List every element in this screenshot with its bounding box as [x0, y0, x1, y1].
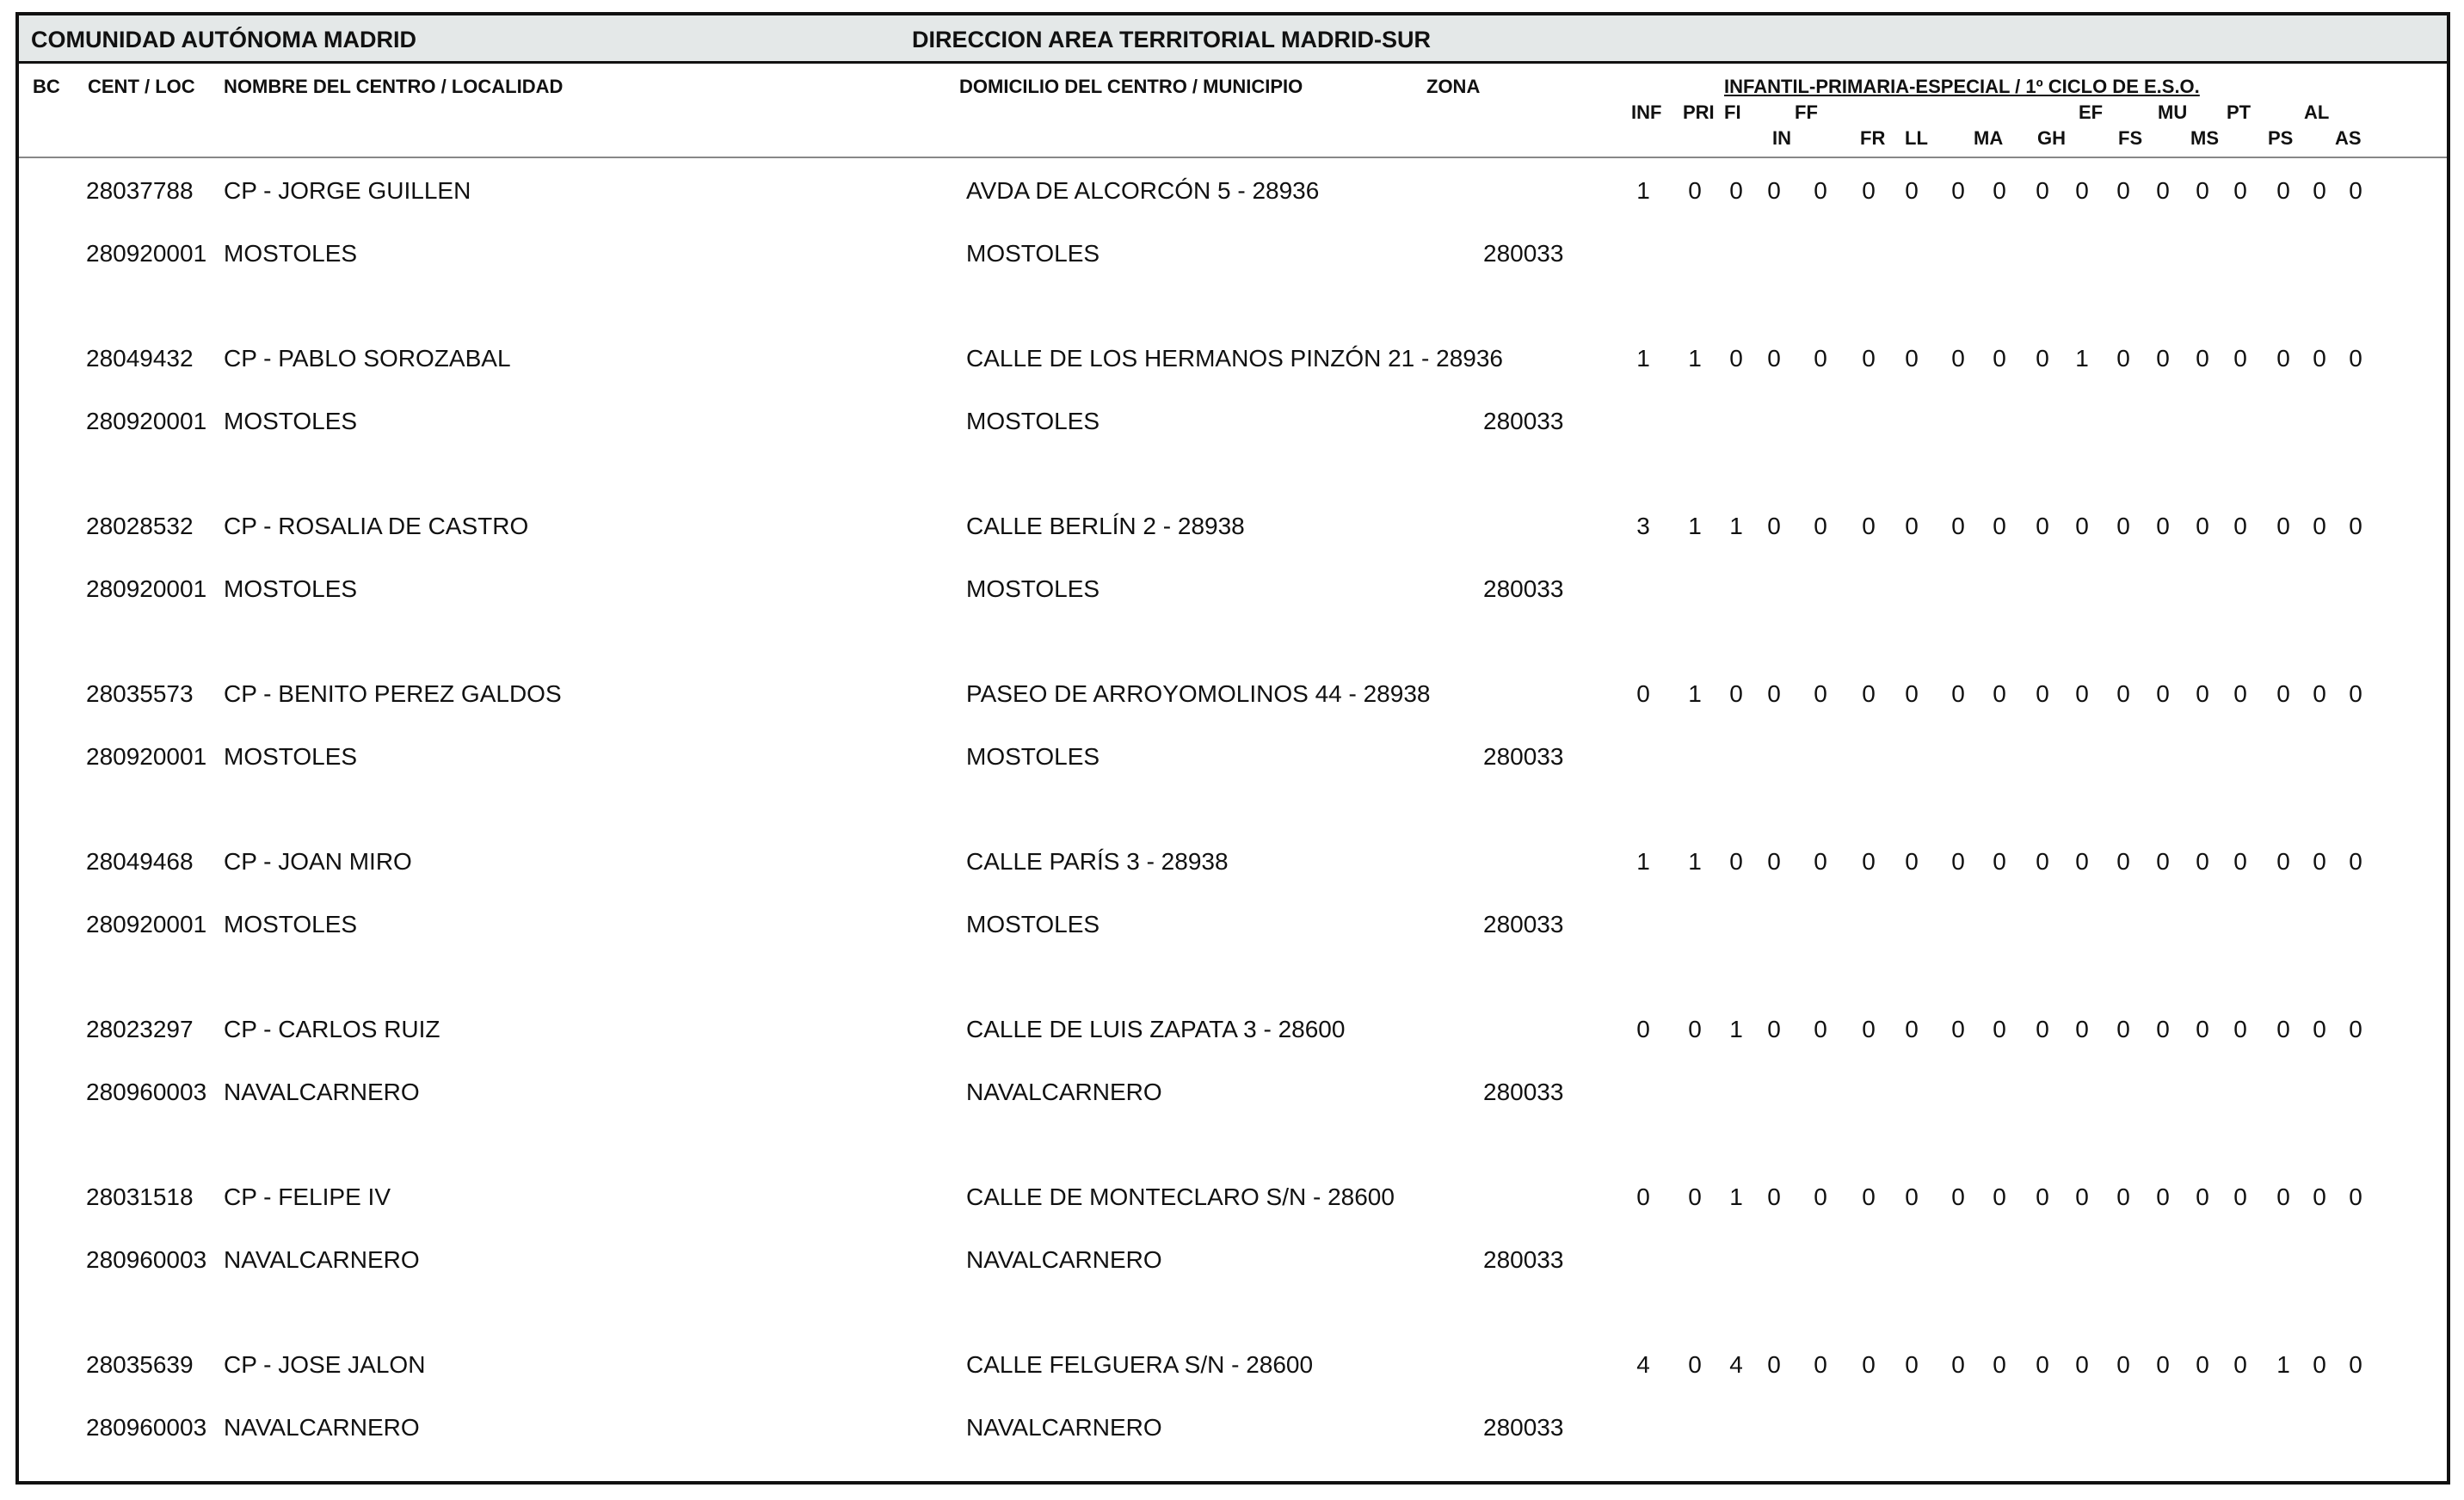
staff-count: 0 — [1905, 513, 1919, 539]
staff-count: 0 — [1993, 848, 2006, 875]
center-name: CP - CARLOS RUIZ — [224, 1016, 440, 1042]
staff-count: 0 — [1905, 177, 1919, 204]
staff-count: 0 — [2156, 513, 2170, 539]
staff-count: 0 — [2156, 680, 2170, 707]
staff-count: 0 — [1993, 177, 2006, 204]
staff-count: 0 — [2156, 848, 2170, 875]
locality-code: 280960003 — [86, 1414, 207, 1441]
center-address: CALLE DE MONTECLARO S/N - 28600 — [966, 1183, 1395, 1210]
center-address: CALLE PARÍS 3 - 28938 — [966, 848, 1229, 875]
municipality-name: NAVALCARNERO — [966, 1414, 1162, 1441]
staff-count: 0 — [1814, 1183, 1827, 1210]
center-address: CALLE BERLÍN 2 - 28938 — [966, 513, 1245, 539]
col-zona: ZONA — [1426, 76, 1481, 97]
staff-count: 0 — [2196, 345, 2209, 372]
staff-count: 0 — [2036, 848, 2049, 875]
staff-count: 0 — [1905, 1183, 1919, 1210]
staff-count: 0 — [1862, 177, 1876, 204]
staff-count: 0 — [2349, 1183, 2362, 1210]
staff-count: 0 — [2116, 848, 2130, 875]
staff-count: 0 — [1688, 1351, 1702, 1378]
locality-name: MOSTOLES — [224, 911, 358, 938]
staff-count: 0 — [2349, 1351, 2362, 1378]
locality-code: 280920001 — [86, 575, 207, 602]
staff-count: 0 — [1951, 1183, 1965, 1210]
staff-count: 0 — [2036, 177, 2049, 204]
staff-count: 0 — [1767, 345, 1781, 372]
staff-count: 0 — [2075, 848, 2089, 875]
report-title-bar — [19, 15, 2447, 64]
locality-code: 280920001 — [86, 911, 207, 938]
staff-count: 1 — [1688, 848, 1702, 875]
center-code: 28037788 — [86, 177, 194, 204]
staff-count: 0 — [1993, 513, 2006, 539]
staff-count: 1 — [1688, 513, 1702, 539]
staff-count: 0 — [1729, 680, 1743, 707]
municipality-name: NAVALCARNERO — [966, 1079, 1162, 1105]
staff-count: 1 — [1729, 1016, 1743, 1042]
zona-code: 280033 — [1483, 240, 1564, 267]
staff-count: 0 — [1767, 1183, 1781, 1210]
subcol-bottom-2: LL — [1905, 127, 1928, 149]
municipality-name: NAVALCARNERO — [966, 1246, 1162, 1273]
locality-name: MOSTOLES — [224, 743, 358, 770]
staff-count: 0 — [2276, 513, 2290, 539]
staff-count: 1 — [1636, 345, 1650, 372]
municipality-name: MOSTOLES — [966, 240, 1100, 267]
subcol-bottom-7: PS — [2268, 127, 2294, 149]
staff-count: 0 — [2156, 345, 2170, 372]
staff-count: 1 — [1636, 177, 1650, 204]
center-address: AVDA DE ALCORCÓN 5 - 28936 — [966, 177, 1320, 204]
zona-code: 280033 — [1483, 408, 1564, 434]
staff-count: 0 — [1905, 345, 1919, 372]
staff-count: 0 — [1951, 513, 1965, 539]
staff-count: 0 — [1951, 1351, 1965, 1378]
locality-code: 280920001 — [86, 408, 207, 434]
staff-count: 0 — [1862, 680, 1876, 707]
subcol-bottom-3: MA — [1974, 127, 2004, 149]
staff-count: 0 — [1862, 1351, 1876, 1378]
staff-count: 0 — [2349, 1016, 2362, 1042]
staff-count: 0 — [2116, 680, 2130, 707]
staff-count: 1 — [1729, 1183, 1743, 1210]
center-name: CP - FELIPE IV — [224, 1183, 391, 1210]
staff-count: 0 — [1814, 177, 1827, 204]
staff-count: 0 — [2196, 1016, 2209, 1042]
staff-count: 0 — [2313, 680, 2326, 707]
staff-count: 0 — [1729, 177, 1743, 204]
subcol-top-4: EF — [2079, 101, 2104, 123]
col-group-title: INFANTIL-PRIMARIA-ESPECIAL / 1º CICLO DE E.S.O. — [1724, 76, 2200, 97]
staff-count: 0 — [2196, 1351, 2209, 1378]
center-name: CP - JOSE JALON — [224, 1351, 426, 1378]
header-divider — [19, 157, 2447, 158]
zona-code: 280033 — [1483, 1414, 1564, 1441]
staff-count: 0 — [2313, 848, 2326, 875]
staff-count: 0 — [2276, 1183, 2290, 1210]
staff-count: 0 — [1688, 1183, 1702, 1210]
subcol-bottom-8: AS — [2335, 127, 2362, 149]
staff-count: 0 — [1814, 513, 1827, 539]
locality-name: MOSTOLES — [224, 575, 358, 602]
zona-code: 280033 — [1483, 1246, 1564, 1273]
staff-count: 1 — [2276, 1351, 2290, 1378]
col-cent-loc: CENT / LOC — [88, 76, 195, 97]
center-code: 28028532 — [86, 513, 194, 539]
staff-count: 0 — [1862, 1016, 1876, 1042]
staff-count: 4 — [1729, 1351, 1743, 1378]
subcol-bottom-6: MS — [2190, 127, 2219, 149]
municipality-name: MOSTOLES — [966, 743, 1100, 770]
staff-count: 0 — [2116, 1351, 2130, 1378]
staff-count: 0 — [1862, 1183, 1876, 1210]
staff-count: 1 — [1688, 680, 1702, 707]
staff-count: 0 — [2156, 177, 2170, 204]
staff-count: 0 — [1905, 680, 1919, 707]
subcol-top-3: FF — [1795, 101, 1818, 123]
staff-count: 0 — [2313, 1351, 2326, 1378]
subcol-top-5: MU — [2158, 101, 2188, 123]
center-address: CALLE DE LUIS ZAPATA 3 - 28600 — [966, 1016, 1346, 1042]
staff-count: 0 — [2075, 1183, 2089, 1210]
staff-count: 0 — [2196, 680, 2209, 707]
staff-count: 0 — [2075, 680, 2089, 707]
staff-count: 0 — [2233, 1016, 2247, 1042]
staff-count: 0 — [1814, 345, 1827, 372]
staff-count: 0 — [1767, 848, 1781, 875]
staff-count: 1 — [1636, 848, 1650, 875]
center-name: CP - PABLO SOROZABAL — [224, 345, 511, 372]
locality-code: 280920001 — [86, 240, 207, 267]
center-name: CP - JOAN MIRO — [224, 848, 412, 875]
staff-count: 0 — [2276, 177, 2290, 204]
staff-count: 0 — [2276, 848, 2290, 875]
subcol-top-0: INF — [1631, 101, 1662, 123]
center-name: CP - BENITO PEREZ GALDOS — [224, 680, 562, 707]
staff-count: 0 — [2233, 513, 2247, 539]
staff-count: 0 — [2075, 177, 2089, 204]
staff-count: 0 — [2196, 513, 2209, 539]
staff-count: 0 — [1905, 1016, 1919, 1042]
center-code: 28035573 — [86, 680, 194, 707]
staff-count: 0 — [2156, 1183, 2170, 1210]
staff-count: 0 — [1814, 848, 1827, 875]
staff-count: 0 — [2233, 680, 2247, 707]
staff-count: 0 — [1688, 1016, 1702, 1042]
staff-count: 0 — [1951, 680, 1965, 707]
staff-count: 0 — [1951, 345, 1965, 372]
staff-count: 0 — [2313, 1016, 2326, 1042]
subcol-top-6: PT — [2227, 101, 2251, 123]
center-code: 28023297 — [86, 1016, 194, 1042]
staff-count: 0 — [2116, 513, 2130, 539]
municipality-name: MOSTOLES — [966, 408, 1100, 434]
subcol-top-2: FI — [1724, 101, 1741, 123]
staff-count: 0 — [2233, 1183, 2247, 1210]
staff-count: 0 — [2313, 513, 2326, 539]
col-domicilio: DOMICILIO DEL CENTRO / MUNICIPIO — [959, 76, 1303, 97]
staff-count: 0 — [1767, 513, 1781, 539]
zona-code: 280033 — [1483, 1079, 1564, 1105]
staff-count: 0 — [2116, 345, 2130, 372]
zona-code: 280033 — [1483, 743, 1564, 770]
staff-count: 0 — [1862, 848, 1876, 875]
staff-count: 0 — [2276, 680, 2290, 707]
staff-count: 0 — [2036, 1351, 2049, 1378]
staff-count: 0 — [2349, 680, 2362, 707]
region-title: COMUNIDAD AUTÓNOMA MADRID — [31, 27, 416, 52]
staff-count: 0 — [2075, 1016, 2089, 1042]
staff-count: 0 — [2313, 177, 2326, 204]
staff-count: 0 — [1688, 177, 1702, 204]
staff-count: 0 — [1814, 1351, 1827, 1378]
staff-count: 3 — [1636, 513, 1650, 539]
staff-count: 0 — [2349, 177, 2362, 204]
subcol-bottom-5: FS — [2118, 127, 2143, 149]
staff-count: 0 — [2196, 1183, 2209, 1210]
staff-count: 0 — [1951, 177, 1965, 204]
locality-name: NAVALCARNERO — [224, 1414, 420, 1441]
staff-count: 0 — [1729, 345, 1743, 372]
staff-count: 0 — [2233, 177, 2247, 204]
staff-count: 0 — [2349, 848, 2362, 875]
zona-code: 280033 — [1483, 575, 1564, 602]
center-address: PASEO DE ARROYOMOLINOS 44 - 28938 — [966, 680, 1431, 707]
locality-code: 280960003 — [86, 1246, 207, 1273]
report-frame — [15, 12, 2450, 1485]
staff-count: 0 — [2116, 1183, 2130, 1210]
staff-count: 0 — [2156, 1016, 2170, 1042]
staff-count: 0 — [2036, 345, 2049, 372]
directorate-title: DIRECCION AREA TERRITORIAL MADRID-SUR — [912, 27, 1432, 52]
locality-name: MOSTOLES — [224, 240, 358, 267]
staff-count: 0 — [1767, 1351, 1781, 1378]
subcol-bottom-0: IN — [1772, 127, 1791, 149]
staff-count: 0 — [1636, 1016, 1650, 1042]
staff-count: 0 — [2196, 848, 2209, 875]
staff-count: 0 — [1905, 1351, 1919, 1378]
staff-count: 0 — [2116, 177, 2130, 204]
staff-count: 0 — [1993, 1351, 2006, 1378]
staff-count: 0 — [1636, 680, 1650, 707]
staff-count: 0 — [2233, 1351, 2247, 1378]
staff-count: 0 — [1767, 177, 1781, 204]
locality-code: 280960003 — [86, 1079, 207, 1105]
center-name: CP - JORGE GUILLEN — [224, 177, 471, 204]
staff-count: 0 — [2233, 848, 2247, 875]
staff-count: 0 — [1729, 848, 1743, 875]
col-bc: BC — [33, 76, 60, 97]
center-code: 28035639 — [86, 1351, 194, 1378]
staff-count: 0 — [1993, 345, 2006, 372]
subcol-bottom-4: GH — [2037, 127, 2066, 149]
staff-count: 0 — [1862, 345, 1876, 372]
staff-count: 0 — [2036, 680, 2049, 707]
center-code: 28049468 — [86, 848, 194, 875]
staff-count: 0 — [1993, 1016, 2006, 1042]
staff-count: 0 — [1767, 680, 1781, 707]
locality-code: 280920001 — [86, 743, 207, 770]
staff-count: 0 — [1951, 848, 1965, 875]
staff-count: 0 — [2349, 345, 2362, 372]
staff-count: 1 — [2075, 345, 2089, 372]
staff-count: 0 — [1767, 1016, 1781, 1042]
staff-count: 0 — [2196, 177, 2209, 204]
staff-count: 0 — [2276, 1016, 2290, 1042]
subcol-bottom-1: FR — [1860, 127, 1886, 149]
staff-count: 0 — [2233, 345, 2247, 372]
staff-count: 0 — [1814, 1016, 1827, 1042]
staff-count: 0 — [1993, 1183, 2006, 1210]
staff-count: 0 — [2276, 345, 2290, 372]
locality-name: NAVALCARNERO — [224, 1079, 420, 1105]
locality-name: NAVALCARNERO — [224, 1246, 420, 1273]
staff-count: 0 — [2156, 1351, 2170, 1378]
staff-count: 0 — [1814, 680, 1827, 707]
staff-count: 0 — [2036, 1183, 2049, 1210]
center-name: CP - ROSALIA DE CASTRO — [224, 513, 529, 539]
staff-count: 0 — [2075, 513, 2089, 539]
staff-count: 0 — [1951, 1016, 1965, 1042]
municipality-name: MOSTOLES — [966, 911, 1100, 938]
center-address: CALLE DE LOS HERMANOS PINZÓN 21 - 28936 — [966, 345, 1503, 372]
staff-count: 0 — [1905, 848, 1919, 875]
staff-count: 0 — [2313, 345, 2326, 372]
staff-count: 0 — [1993, 680, 2006, 707]
municipality-name: MOSTOLES — [966, 575, 1100, 602]
staff-count: 0 — [2313, 1183, 2326, 1210]
staff-count: 0 — [2116, 1016, 2130, 1042]
staff-count: 0 — [2036, 1016, 2049, 1042]
subcol-top-1: PRI — [1683, 101, 1715, 123]
staff-count: 0 — [1636, 1183, 1650, 1210]
staff-count: 0 — [2349, 513, 2362, 539]
subcol-top-7: AL — [2304, 101, 2330, 123]
staff-count: 1 — [1729, 513, 1743, 539]
staff-count: 4 — [1636, 1351, 1650, 1378]
center-code: 28031518 — [86, 1183, 194, 1210]
zona-code: 280033 — [1483, 911, 1564, 938]
staff-count: 0 — [2036, 513, 2049, 539]
staff-count: 0 — [1862, 513, 1876, 539]
center-address: CALLE FELGUERA S/N - 28600 — [966, 1351, 1314, 1378]
staff-count: 0 — [2075, 1351, 2089, 1378]
staff-count: 1 — [1688, 345, 1702, 372]
center-code: 28049432 — [86, 345, 194, 372]
locality-name: MOSTOLES — [224, 408, 358, 434]
col-nombre: NOMBRE DEL CENTRO / LOCALIDAD — [224, 76, 564, 97]
